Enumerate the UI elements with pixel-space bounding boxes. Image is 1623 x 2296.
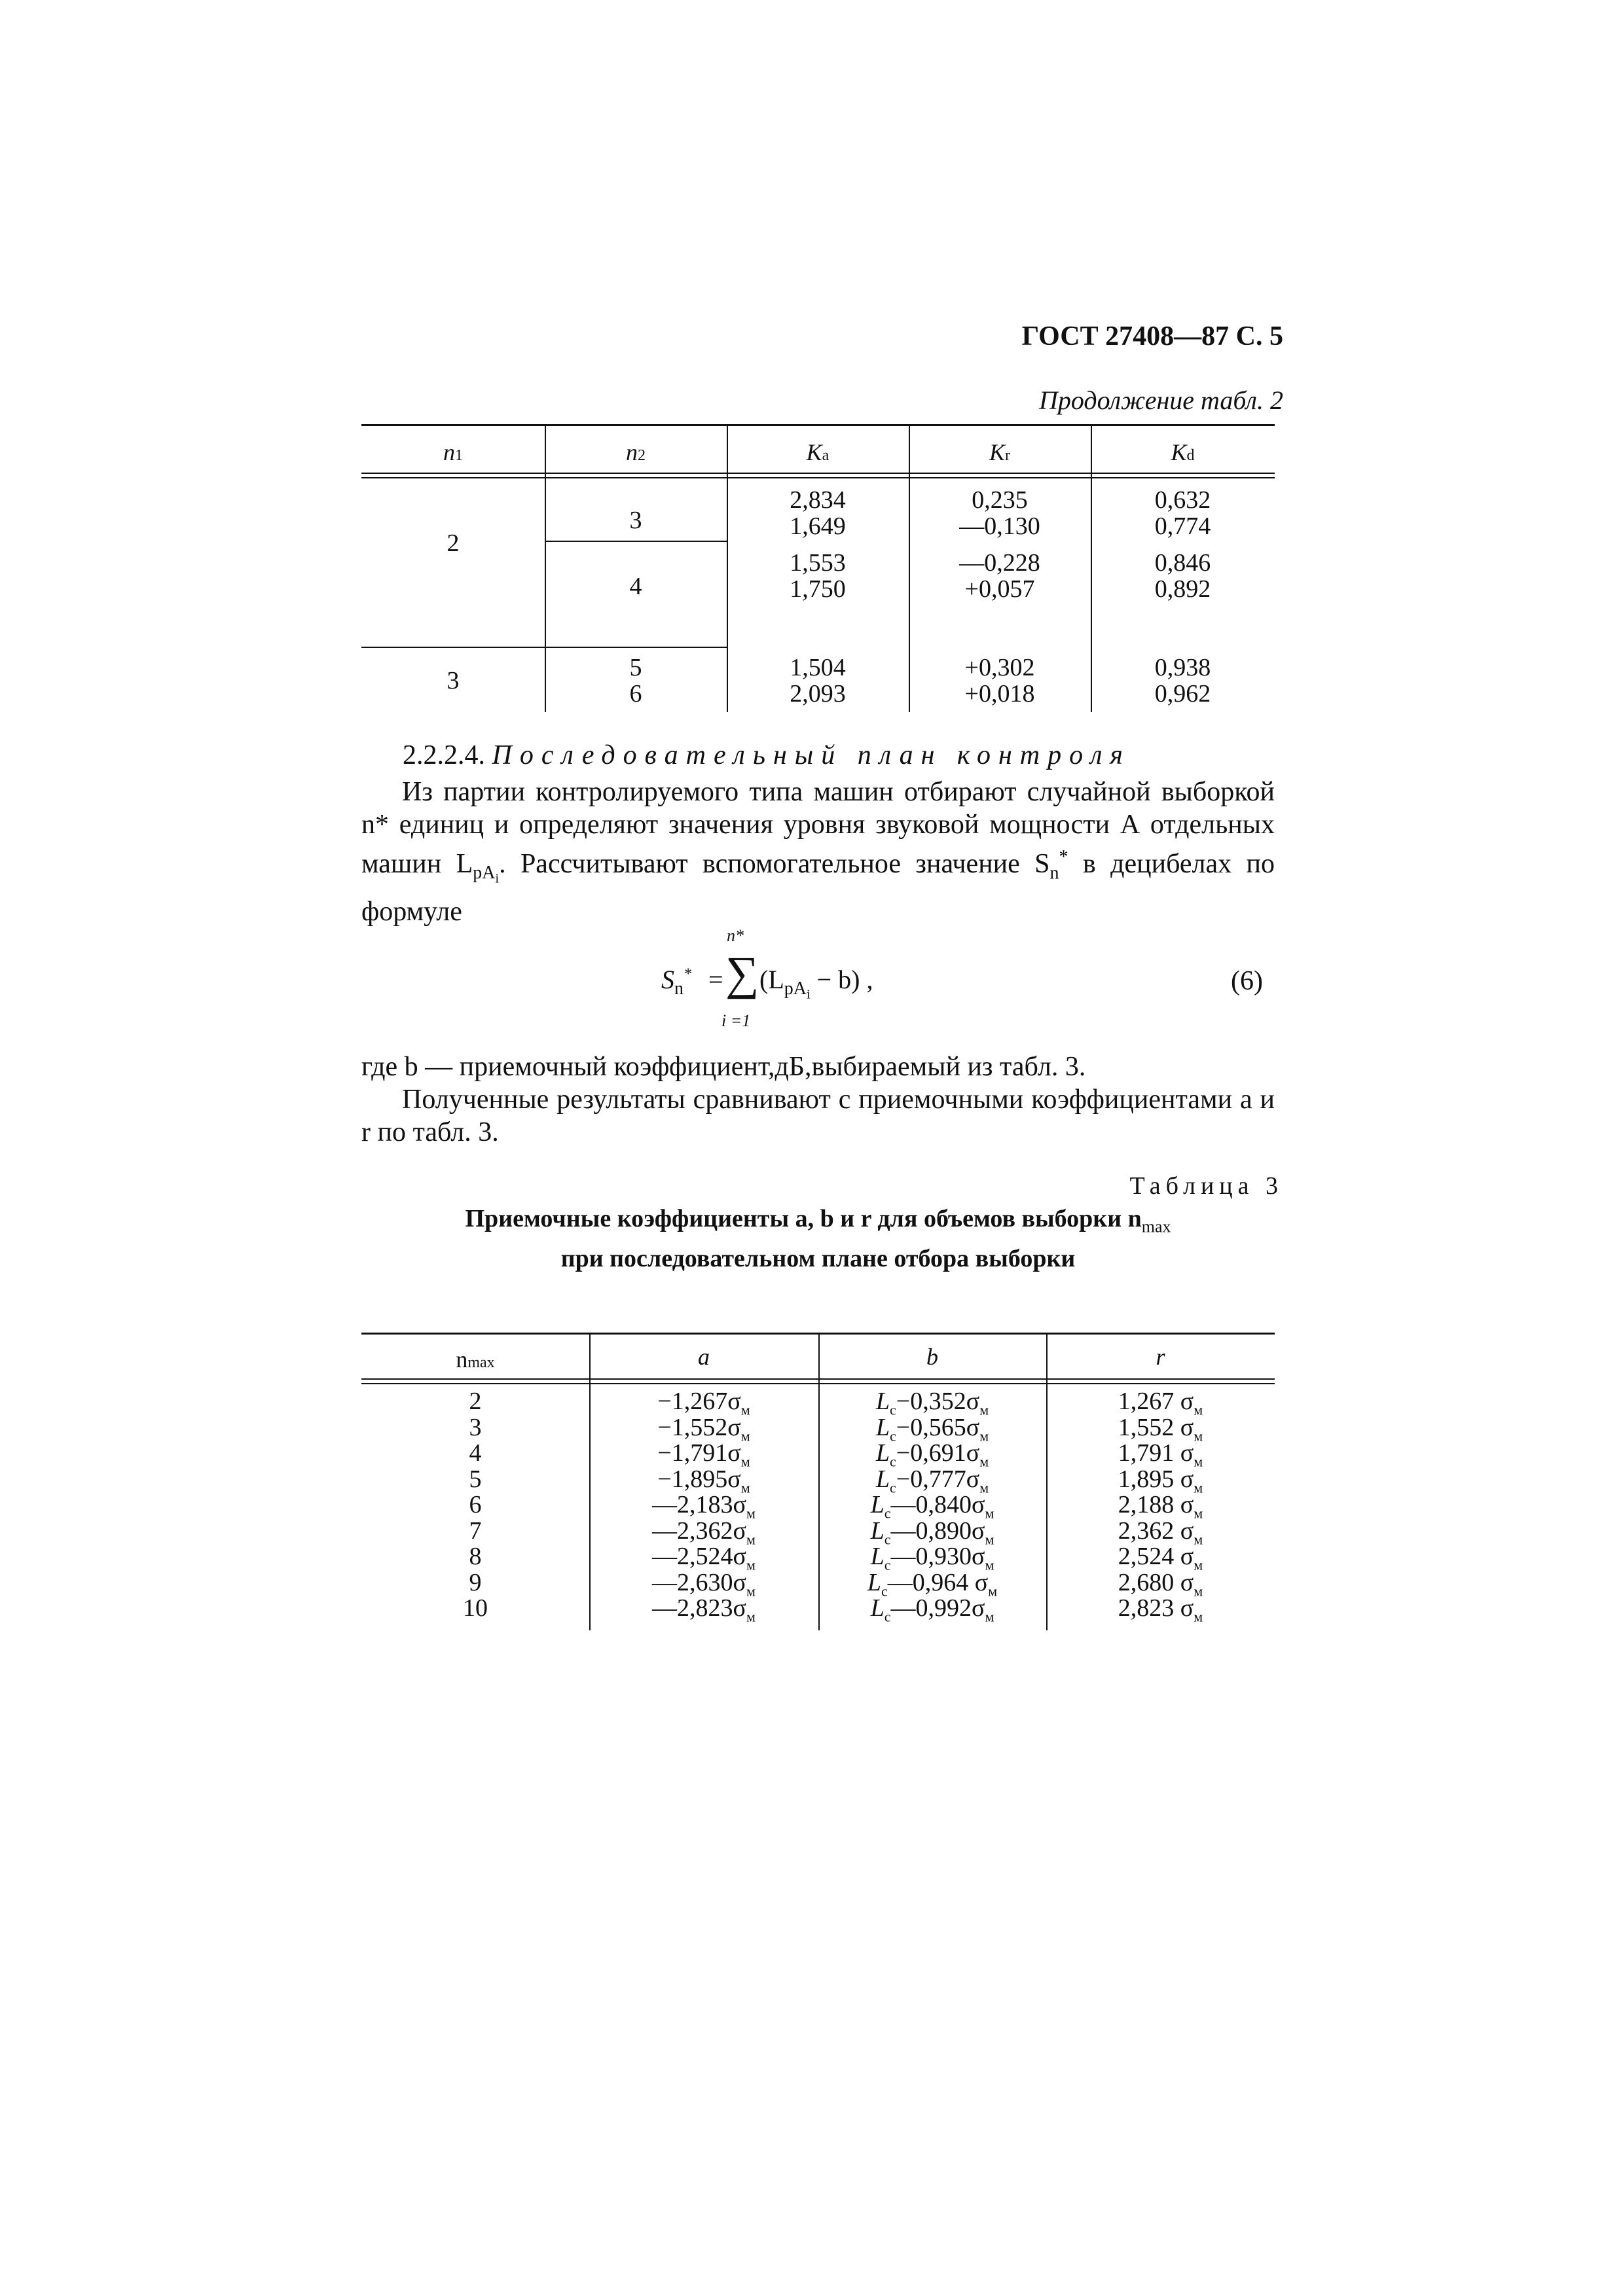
cell-r: 2,823 $\sigma_м$ xyxy=(1118,1594,1203,1625)
cell-n1: 2 xyxy=(447,529,460,557)
col-header-kr: Kr xyxy=(989,439,1010,465)
cell-a: $—2,823\sigma_м$ xyxy=(652,1594,756,1625)
cell-a: $—2,183\sigma_м$ xyxy=(652,1491,756,1522)
cell-r: 1,895 $\sigma_м$ xyxy=(1118,1465,1203,1496)
cell-b: $L_c—0,840\sigma_м$ xyxy=(870,1491,994,1522)
formula-6 xyxy=(661,926,1054,1044)
cell-a: $-1,895\sigma_м$ xyxy=(657,1465,750,1496)
cell-n2: 5 6 xyxy=(629,654,642,708)
cell-a: $—2,524\sigma_м$ xyxy=(652,1543,756,1573)
row-divider xyxy=(361,647,727,648)
paragraph-intro: Из партии контролируемого типа машин отбирают случайной выборкой n* единиц и определяют значения уровня звуковой мощности А отдельных машин $L_{pA_i}$. Рассчитывают вспомогательное значение $S_n^*$ в децибелах по формуле xyxy=(361,777,1275,927)
cell-kr: —0,228 +0,057 xyxy=(959,549,1040,603)
cell-nmax: 5 xyxy=(469,1465,482,1493)
col-header-kd: Kd xyxy=(1171,439,1195,465)
cell-a: $-1,791\sigma_м$ xyxy=(657,1439,750,1470)
row-divider xyxy=(545,541,727,542)
cell-a: $-1,267\sigma_м$ xyxy=(657,1388,750,1418)
cell-ka: 1,553 1,750 xyxy=(790,549,846,603)
table-3-title: Приемочные коэффициенты a, b и r для объемов выборки $n_{max}$ при последовательном плане отбора выборки xyxy=(465,1205,1171,1272)
cell-nmax: 7 xyxy=(469,1516,482,1545)
equation-number: (6) xyxy=(1231,966,1263,996)
cell-kd: 0,846 0,892 xyxy=(1154,549,1211,603)
cell-r: 2,680 $\sigma_м$ xyxy=(1118,1568,1203,1600)
cell-b: $L_c-0,777\sigma_м$ xyxy=(875,1465,989,1496)
cell-n2: 3 xyxy=(629,507,642,534)
cell-b: $L_c—0,890\sigma_м$ xyxy=(870,1516,994,1548)
cell-r: 2,524 $\sigma_м$ xyxy=(1118,1543,1203,1573)
sum-icon: ∑ xyxy=(725,947,759,999)
cell-ka: 1,504 2,093 xyxy=(790,654,846,708)
cell-nmax: 6 xyxy=(469,1491,482,1518)
col-header-ka: Ka xyxy=(806,439,830,465)
section-title: Последовательный план контроля xyxy=(492,740,1131,770)
section-number: 2.2.2.4. xyxy=(403,740,485,770)
cell-r: 2,362 $\sigma_м$ xyxy=(1118,1516,1203,1548)
cell-n2: 4 xyxy=(629,573,642,600)
cell-kd: 0,938 0,962 xyxy=(1154,654,1211,708)
formula-body: $(L_{pA_i} - b)$ , xyxy=(759,965,873,1002)
cell-b: $L_c-0,352\sigma_м$ xyxy=(875,1388,989,1418)
formula-lhs: $S_n^*$ xyxy=(661,965,691,999)
col-header-nmax: nmax xyxy=(456,1346,495,1372)
equals-sign: = xyxy=(708,965,723,994)
col-header-n1: n1 xyxy=(443,439,463,465)
cell-nmax: 3 xyxy=(469,1413,482,1441)
table-top-rule xyxy=(361,424,1275,426)
cell-b: $L_c—0,992\sigma_м$ xyxy=(870,1594,994,1625)
cell-nmax: 4 xyxy=(469,1439,482,1467)
section-heading xyxy=(403,740,1131,771)
cell-n1: 3 xyxy=(447,667,460,694)
cell-r: 1,791 $\sigma_м$ xyxy=(1118,1439,1203,1470)
cell-a: $—2,362\sigma_м$ xyxy=(652,1516,756,1548)
cell-nmax: 8 xyxy=(469,1543,482,1570)
cell-r: 1,267 $\sigma_м$ xyxy=(1118,1388,1203,1418)
cell-a: $-1,552\sigma_м$ xyxy=(657,1413,750,1444)
col-header-b: b xyxy=(926,1344,938,1370)
cell-nmax: 9 xyxy=(469,1568,482,1596)
col-header-a: a xyxy=(698,1344,710,1370)
cell-r: 1,552 $\sigma_м$ xyxy=(1118,1413,1203,1444)
col-header-n2: n2 xyxy=(626,439,646,465)
cell-r: 2,188 $\sigma_м$ xyxy=(1118,1491,1203,1522)
cell-b: $L_c—0,964$ $\sigma_м$ xyxy=(867,1568,998,1600)
cell-nmax: 10 xyxy=(463,1594,488,1622)
cell-b: $L_c-0,565\sigma_м$ xyxy=(875,1413,989,1444)
paragraph-where: где b — приемочный коэффициент,дБ,выбираемый из табл. 3. xyxy=(361,1052,1086,1082)
table-header-rule xyxy=(361,473,1275,474)
cell-kr: 0,235 —0,130 xyxy=(959,486,1040,540)
paragraph-results: Полученные результаты сравнивают с приемочными коэффициентами a и r по табл. 3. xyxy=(361,1085,1275,1147)
col-header-r: r xyxy=(1156,1344,1165,1370)
sum-lower-limit: i =1 xyxy=(721,1011,751,1030)
table-continuation-label: Продолжение табл. 2 xyxy=(1038,386,1283,415)
sum-upper-limit: n* xyxy=(727,926,744,945)
table-header-rule-2 xyxy=(361,477,1275,478)
cell-a: $—2,630\sigma_м$ xyxy=(652,1568,756,1600)
cell-nmax: 2 xyxy=(469,1388,482,1415)
cell-ka: 2,834 1,649 xyxy=(790,486,846,540)
cell-kr: +0,302 +0,018 xyxy=(964,654,1035,708)
cell-b: $L_c-0,691\sigma_м$ xyxy=(875,1439,989,1470)
cell-b: $L_c—0,930\sigma_м$ xyxy=(870,1543,994,1573)
cell-kd: 0,632 0,774 xyxy=(1154,486,1211,540)
table-3-label: Таблица 3 xyxy=(1129,1172,1283,1200)
page-header: ГОСТ 27408—87 С. 5 xyxy=(1021,321,1283,351)
